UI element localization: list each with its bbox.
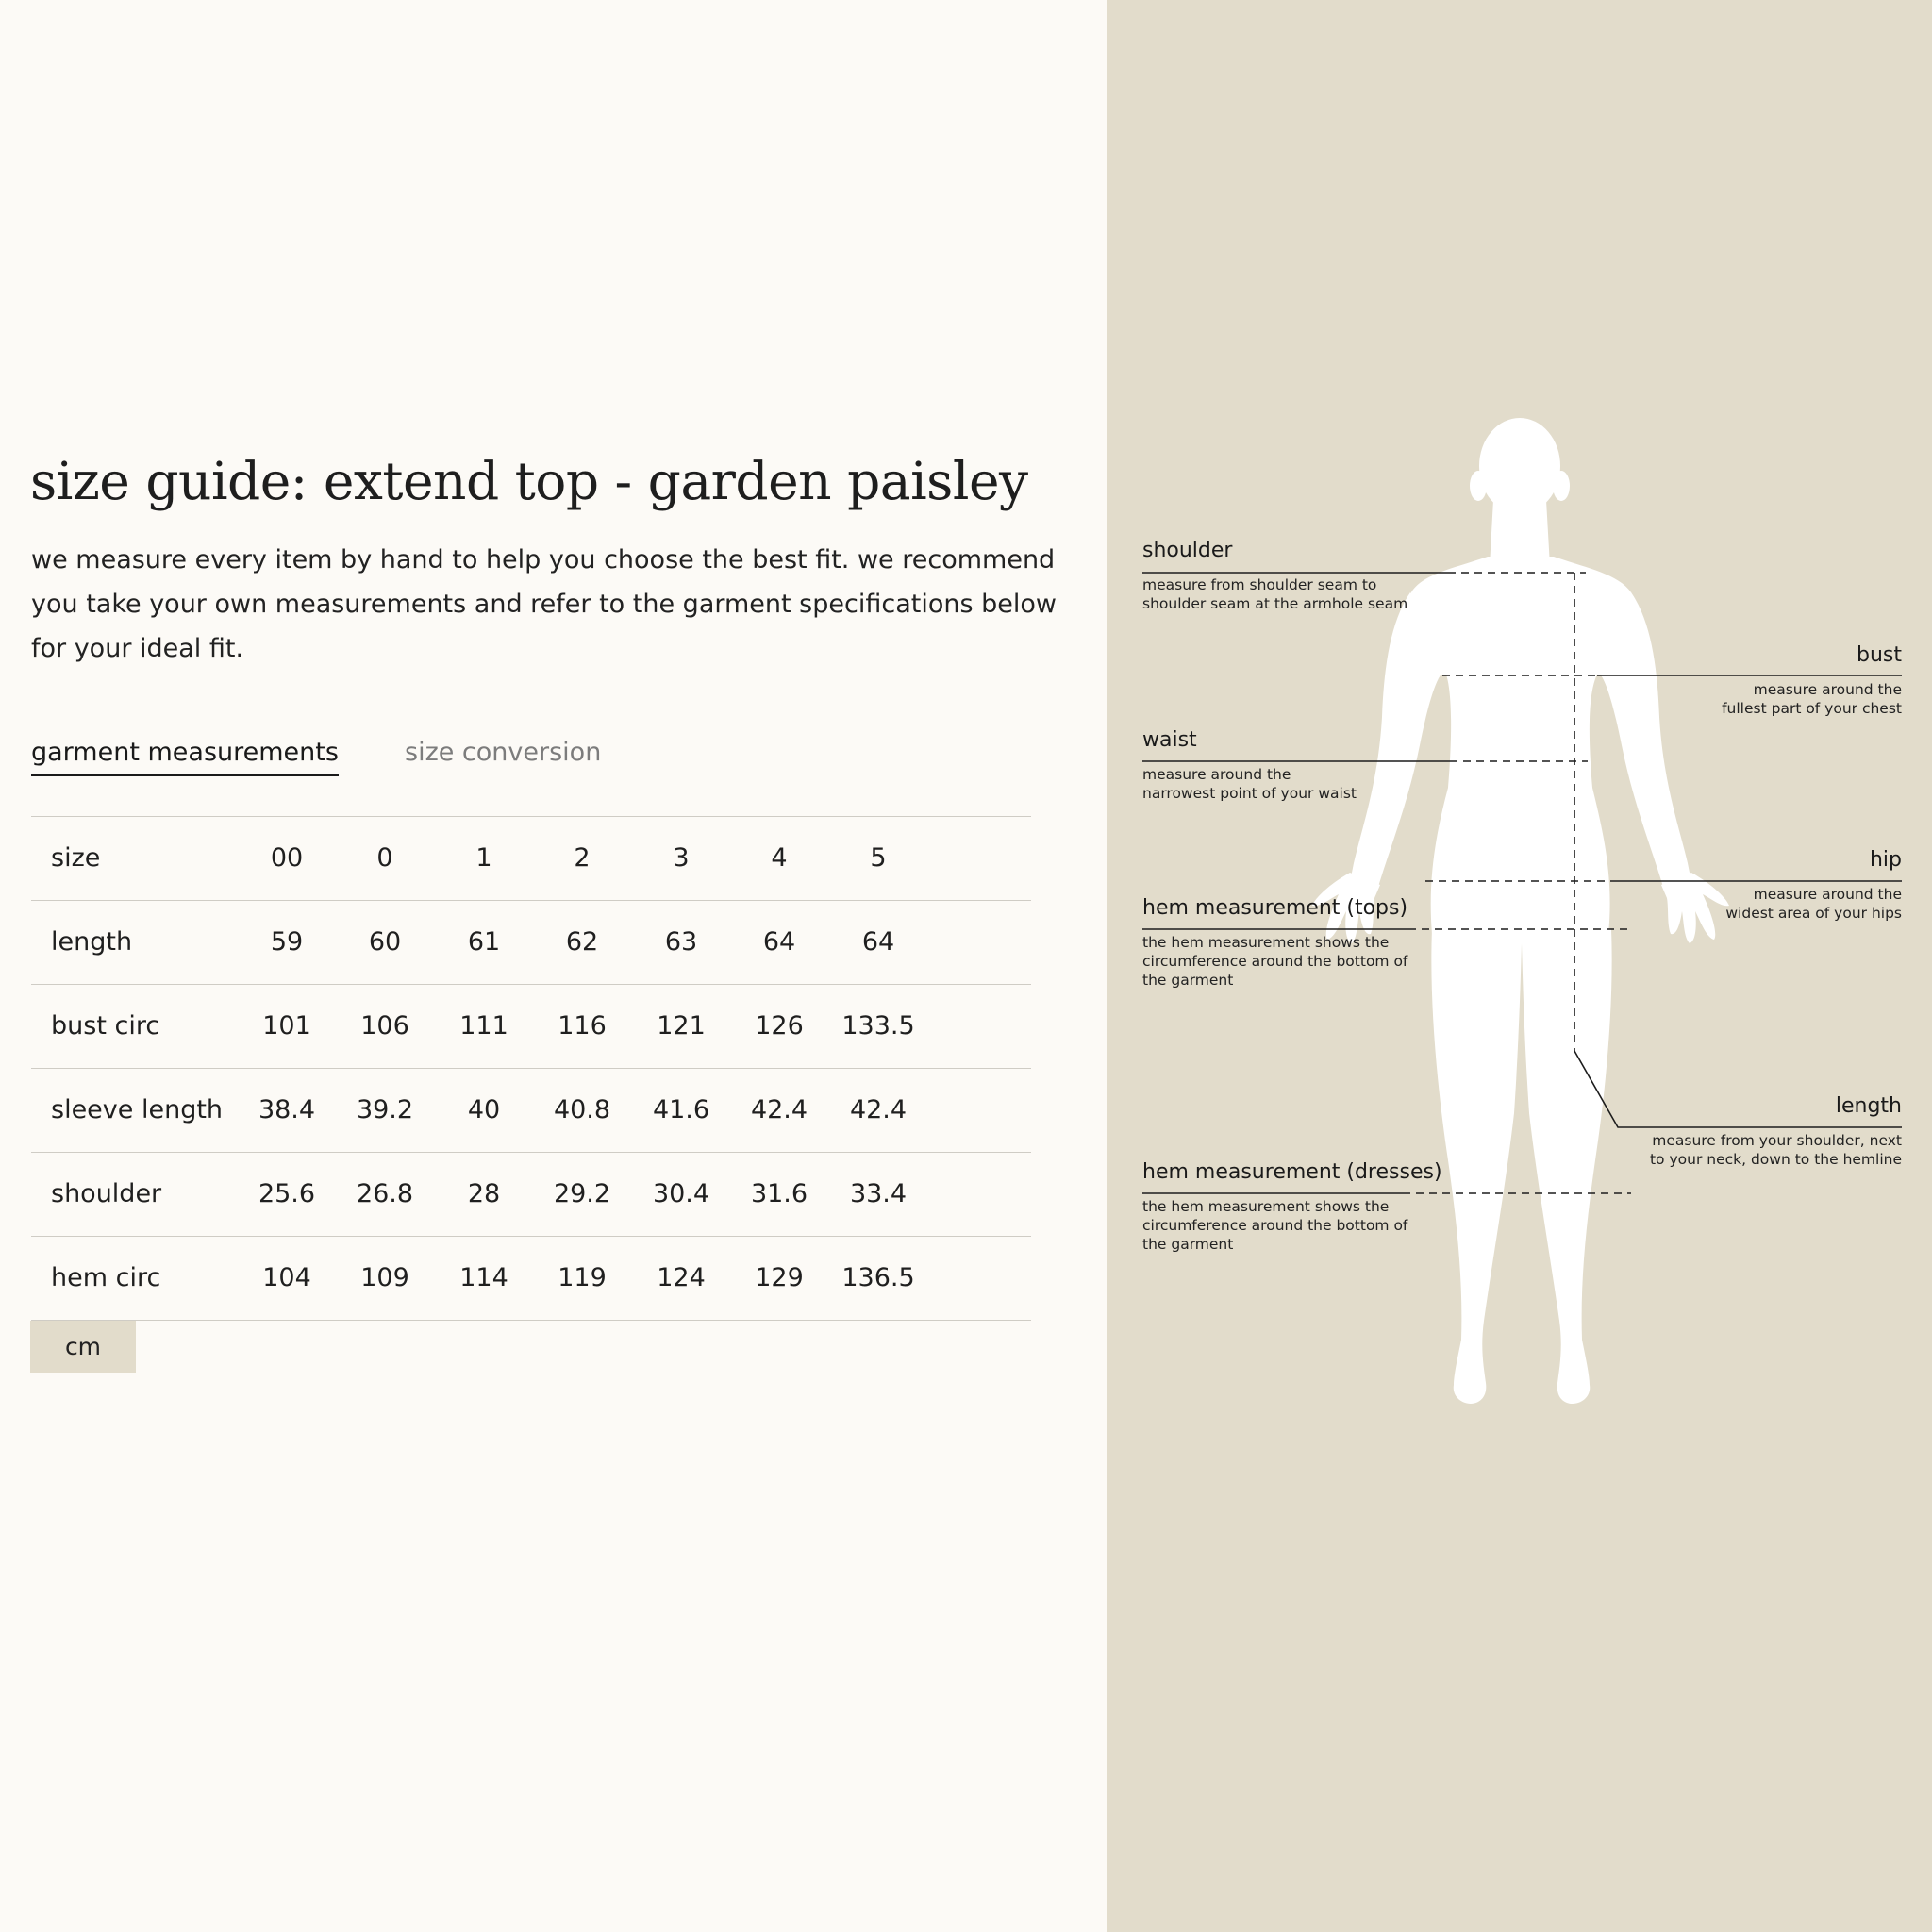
table-cell: 61 [467,927,501,957]
table-cell: 62 [565,927,599,957]
tab-size-conversion[interactable]: size conversion [405,738,602,767]
table-cell: 29.2 [553,1179,611,1208]
row-label: shoulder [51,1179,162,1208]
table-cell: 136.5 [841,1263,915,1292]
table-cell: 116 [558,1011,607,1041]
row-label: hem circ [51,1263,161,1292]
table-cell: 42.4 [750,1095,808,1124]
table-cell: 1 [475,843,492,873]
table-cell: 63 [664,927,698,957]
table-cell: 101 [262,1011,311,1041]
annotation-waist [1142,728,1357,803]
table-cell: 4 [771,843,788,873]
annotation-description: measure from shoulder seam to shoulder seam at the armhole seam [1142,576,1408,612]
table-cell: 40.8 [553,1095,611,1124]
annotation-description: the hem measurement shows the circumference around the bottom of the garment [1142,1198,1408,1253]
table-cell: 114 [459,1263,508,1292]
table-cell: 40 [467,1095,501,1124]
annotation-description: measure around the narrowest point of your waist [1142,766,1357,802]
table-cell: 28 [467,1179,501,1208]
table-row-length [31,901,1031,985]
table-cell: 2 [574,843,591,873]
intro-text: we measure every item by hand to help you choose the best fit. we recommend you take your own measurements and refer to the garment specifications below for your ideal fit. [31,545,1057,663]
table-row-bust-circ [31,985,1031,1069]
table-cell: 126 [755,1011,804,1041]
annotation-description: measure around the fullest part of your chest [1722,681,1902,717]
table-cell: 59 [270,927,304,957]
table-row-hem-circ [31,1237,1031,1321]
table-cell: 64 [861,927,895,957]
annotation-shoulder [1142,539,1407,613]
measurements-table [31,816,1031,1321]
table-cell: 129 [755,1263,804,1292]
annotation-description: measure around the widest area of your hips [1725,886,1902,922]
table-row-sleeve-length [31,1069,1031,1153]
annotation-heading: length [1835,1094,1902,1118]
tab-garment-measurements[interactable]: garment measurements [31,738,339,776]
table-cell: 42.4 [849,1095,908,1124]
table-cell: 111 [459,1011,508,1041]
annotation-description: measure from your shoulder, next to your neck, down to the hemline [1649,1132,1902,1168]
annotation-heading: hem measurement (tops) [1142,896,1408,920]
row-label: bust circ [51,1011,160,1041]
table-cell: 41.6 [652,1095,710,1124]
annotation-heading: bust [1857,643,1902,667]
annotation-heading: hem measurement (dresses) [1142,1160,1442,1184]
annotation-hem-tops [1142,896,1407,990]
table-cell: 106 [360,1011,409,1041]
table-cell: 64 [762,927,796,957]
annotation-heading: hip [1869,848,1902,872]
annotation-heading: waist [1142,728,1197,752]
row-label: sleeve length [51,1095,224,1124]
row-label: length [51,927,133,957]
table-cell: 104 [262,1263,311,1292]
table-row-shoulder [31,1153,1031,1237]
table-cell: 109 [360,1263,409,1292]
table-cell: 3 [673,843,690,873]
annotation-bust [1722,643,1902,718]
table-cell: 133.5 [841,1011,915,1041]
measurement-diagram-panel [1107,0,1932,1932]
annotation-hip [1725,848,1902,923]
table-cell: 60 [368,927,402,957]
table-row-size [31,817,1031,901]
unit-toggle-cm[interactable]: cm [30,1321,136,1373]
annotation-length [1650,1094,1902,1169]
table-cell: 00 [270,843,304,873]
annotation-hem-dresses [1142,1160,1442,1254]
table-cell: 119 [558,1263,607,1292]
annotation-description: the hem measurement shows the circumference around the bottom of the garment [1142,934,1408,989]
table-cell: 31.6 [750,1179,808,1208]
table-cell: 121 [657,1011,706,1041]
table-cell: 38.4 [258,1095,316,1124]
table-cell: 25.6 [258,1179,316,1208]
table-cell: 124 [657,1263,706,1292]
table-cell: 39.2 [356,1095,414,1124]
table-cell: 5 [870,843,887,873]
row-label: size [51,843,101,873]
table-cell: 30.4 [652,1179,710,1208]
table-cell: 26.8 [356,1179,414,1208]
page-title: size guide: extend top - garden paisley [30,451,1028,511]
table-cell: 33.4 [849,1179,908,1208]
annotation-heading: shoulder [1142,539,1233,562]
table-cell: 0 [376,843,393,873]
